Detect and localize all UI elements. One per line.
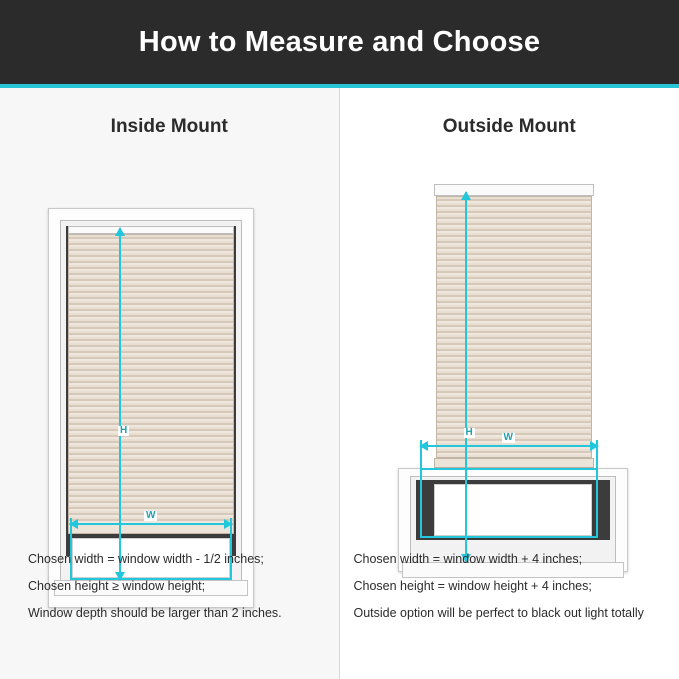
height-dimension-label: H	[465, 427, 473, 438]
shade-head-rail	[68, 226, 234, 234]
width-guide-tick-right	[596, 440, 598, 538]
panels-container	[0, 88, 679, 679]
height-arrow-head-top	[461, 191, 471, 200]
window-glass	[434, 484, 592, 536]
note-line: Chosen width = window width - 1/2 inches;	[28, 552, 264, 566]
width-guide-tick-left	[420, 440, 422, 538]
notes-outside-mount	[354, 546, 666, 627]
note-line: Chosen height ≥ window height;	[28, 579, 206, 593]
height-arrow-head-top	[115, 227, 125, 236]
note-line: Chosen width = window width + 4 inches;	[353, 552, 583, 566]
panel-title-inside-mount: Inside Mount	[110, 116, 228, 137]
width-dimension-label: W	[146, 510, 156, 521]
note-line: Outside option will be perfect to black out light totally	[353, 606, 644, 620]
panel-outside-mount	[340, 88, 679, 679]
height-arrow-line	[465, 192, 467, 562]
shade-head-rail	[434, 184, 594, 196]
note-line: Window depth should be larger than 2 inches.	[28, 606, 282, 620]
width-arrow-line	[420, 445, 598, 447]
width-arrow-line	[70, 523, 232, 525]
sill-guide-line	[420, 536, 598, 538]
notes-inside-mount	[28, 546, 325, 627]
height-measure-arrow	[460, 192, 472, 562]
shade-bottom-rail	[434, 458, 594, 468]
note-line: Chosen height = window height + 4 inches;	[353, 579, 592, 593]
shade-bottom-guide-line	[420, 468, 598, 470]
panel-inside-mount	[0, 88, 340, 679]
height-dimension-label: H	[120, 425, 128, 436]
width-dimension-label: W	[503, 432, 513, 443]
page-title: How to Measure and Choose	[138, 25, 541, 58]
header-bar	[0, 0, 679, 84]
cellular-shade-fabric	[68, 234, 234, 524]
panel-title-outside-mount: Outside Mount	[442, 116, 576, 137]
